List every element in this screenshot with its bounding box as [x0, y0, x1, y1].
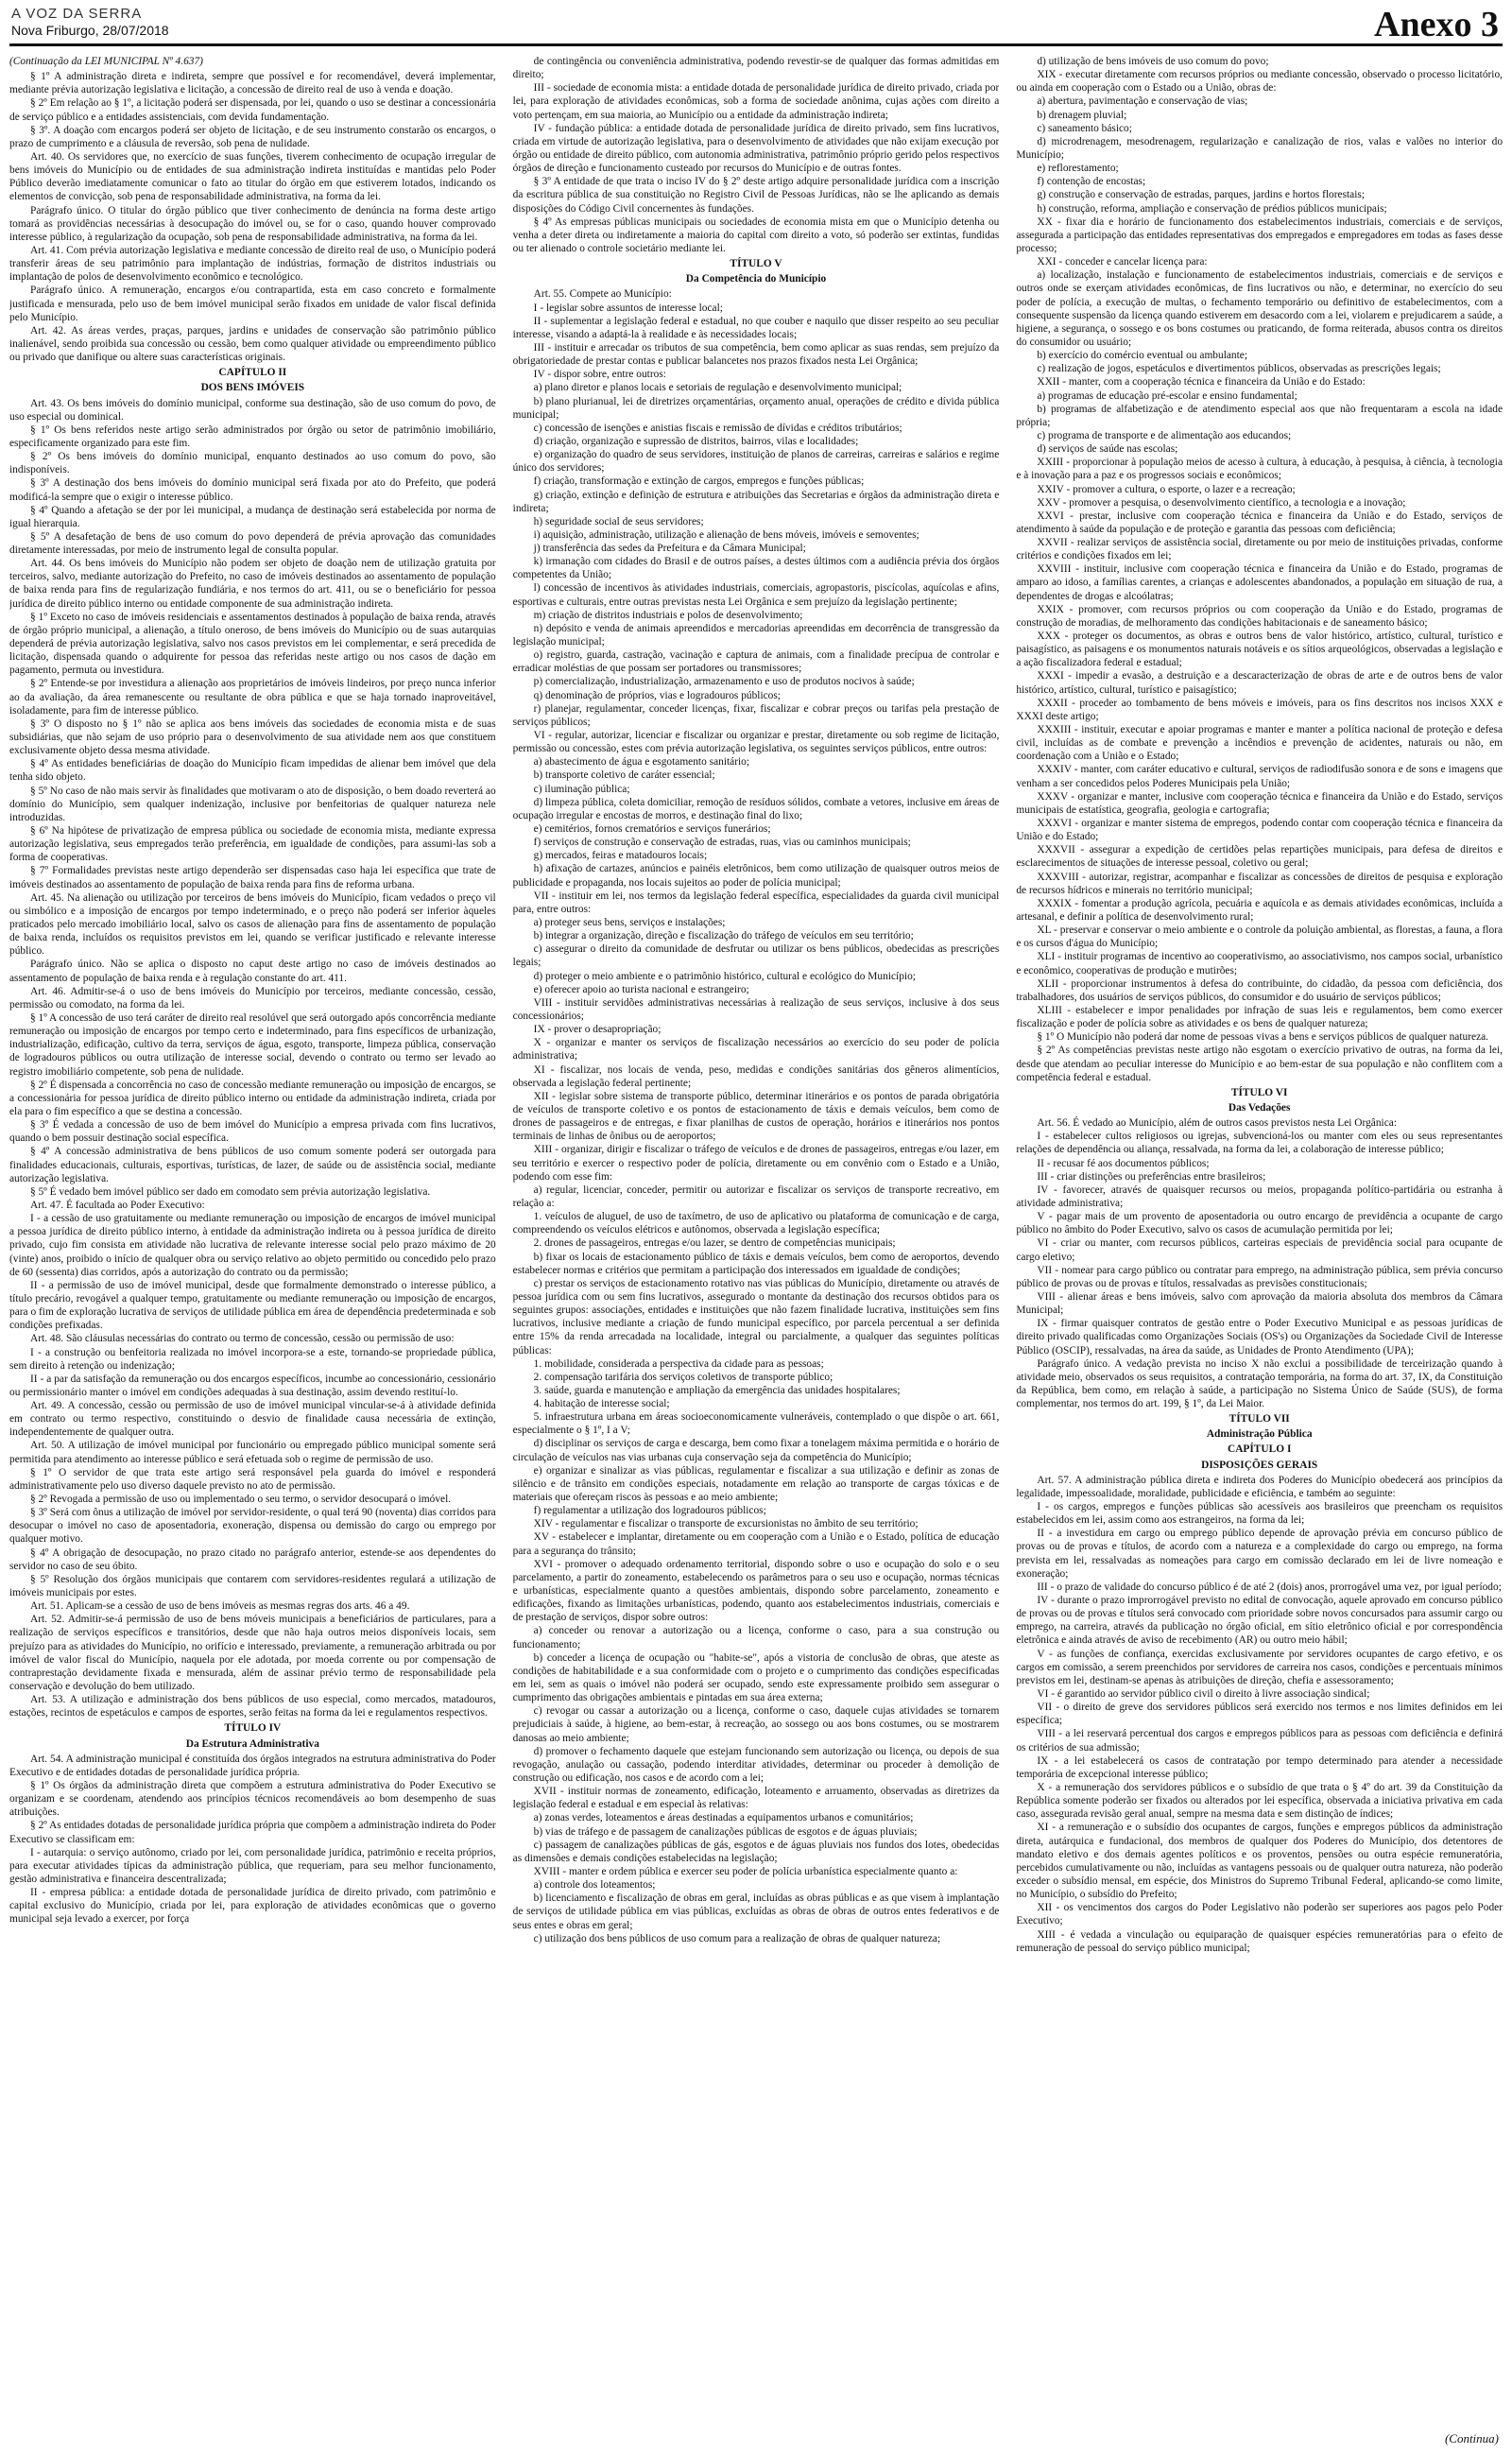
paragraph: IX - a lei estabelecerá os casos de contratação por tempo determinado para atender a necessidade temporária de excepcional interesse público;: [1016, 1754, 1503, 1780]
paragraph: h) construção, reforma, ampliação e conservação de prédios públicos municipais;: [1037, 202, 1387, 215]
paragraph: II - recusar fé aos documentos públicos;: [1037, 1157, 1210, 1169]
paragraph: X - a remuneração dos servidores públicos e o subsídio de que trata o § 4º do art. 39 da Constituição da República somente poderão ser fixados ou alterados por lei específica, observada a iniciativa privativa em cada caso, assegurada revisão geral anual, sempre na mesma data e sem distinção de índices;: [1016, 1782, 1503, 1821]
paragraph: VII - o direito de greve dos servidores públicos será exercido nos termos e nos limites definidos em lei específica;: [1016, 1702, 1503, 1727]
paragraph: d) promover o fechamento daquele que estejam funcionando sem autorização ou licença, ou depois de sua revogação, anulação ou cassação, podendo interditar atividades, determinar ou proceder à demolição de construção ou edificação, nos casos e de acordo com a lei;: [512, 1745, 1000, 1784]
paragraph: I - os cargos, empregos e funções públicas são acessíveis aos brasileiros que preencham os requisitos estabelecidos em lei, assim como aos estrangeiros, na forma da lei;: [1016, 1501, 1503, 1527]
paragraph: Art. 40. Os servidores que, no exercício de suas funções, tiverem conhecimento de ocupação irregular de bens imóveis do Município ou de entidades de sua administração indireta instituídas e mantidas pelo Poder Público deverão imediatamente comunicar o fato ao titular do órgão em que estiverem lotados, indicando os elementos de convicção, sob pena de responsabilidade administrativa, na forma da lei.: [9, 150, 496, 203]
paragraph: § 1º Os órgãos da administração direta que compõem a estrutura administrativa do Poder Executivo se organizam e se coordenam, atendendo aos princípios técnicos recomendáveis ao bom desempenho de suas atribuições.: [9, 1780, 496, 1819]
column-2: [513, 55, 1000, 2422]
paragraph: k) irmanação com cidades do Brasil e de outros países, a destes últimos com a audiência prévia dos órgãos competentes da União;: [512, 556, 1000, 581]
paragraph: b) conceder a licença de ocupação ou "habite-se", após a vistoria de conclusão de obras, que ateste as condições de habitabilidade e a sua conformidade com o projeto e o cumprimento das condições especificadas em lei, sem as quais o imóvel não poderá ser ocupado, sendo este expressamente proibido sem assegurar o cumprimento das obrigações ambientais e pintadas em sua área externa;: [512, 1651, 1000, 1704]
chapter-subtitle: DISPOSIÇÕES GERAIS: [1201, 1459, 1318, 1471]
continuation-note: (Continuação da LEI MUNICIPAL Nº 4.637): [9, 56, 203, 67]
paragraph: 2. drones de passageiros, entregas e/ou lazer, se dentro de competências municipais;: [533, 1237, 896, 1250]
paragraph: § 1º A concessão de uso terá caráter de direito real resolúvel que será outorgado após concorrência mediante remuneração ou imposição de encargos por tempo certo e indeterminado, para fins específicos de urbanização, industrialização, edificação, cultivo da terra, serviços de água, esgoto, transporte, limpeza pública, conservação de logradouros públicos ou outra utilização de interesse social, devendo o contrato ou termo ser levado ao registro imobiliário competente, sob pena de nulidade.: [9, 1011, 496, 1078]
paragraph: p) comercialização, industrialização, armazenamento e uso de produtos nocivos à saúde;: [533, 676, 915, 688]
paragraph: d) limpeza pública, coleta domiciliar, remoção de resíduos sólidos, combate a vetores, inclusive em áreas de ocupação irregular e encostas de morros, e destinação final do lixo;: [512, 796, 1000, 821]
paragraph: 3. saúde, guarda e manutenção e ampliação da emergência das unidades hospitalares;: [533, 1384, 901, 1396]
paragraph: XL - preservar e conservar o meio ambiente e o controle da poluição ambiental, as florestas, a fauna, a flora e os cursos d'água do Município;: [1016, 925, 1503, 950]
paragraph: a) conceder ou renovar a autorização ou a licença, conforme o caso, para a sua construção ou funcionamento;: [512, 1625, 1000, 1650]
paragraph: § 5º Resolução dos órgãos municipais que contarem com servidores-residentes regulará a utilização de imóveis municipais por estes.: [9, 1573, 496, 1599]
paragraph: XLII - proporcionar instrumentos à defesa do contribuinte, do cidadão, da pessoa com deficiência, dos trabalhadores, dos usuários de serviços públicos, do consumidor e do usuário de serviços públicos;: [1016, 977, 1503, 1003]
paragraph: 5. infraestrutura urbana em áreas socioeconomicamente vulneráveis, contemplado o que dispõe o art. 661, especialmente o § 1º, I a V;: [512, 1411, 1000, 1437]
paragraph: r) planejar, regulamentar, conceder licenças, fixar, fiscalizar e cobrar preços ou tarifas pela prestação de serviços públicos;: [512, 702, 1000, 728]
paragraph: § 2º Revogada a permissão de uso ou implementado o seu termo, o servidor desocupará o imóvel.: [30, 1494, 452, 1506]
paragraph: f) criação, transformação e extinção de cargos, empregos e funções públicas;: [533, 475, 865, 488]
paragraph: XVIII - manter e ordem pública e exercer seu poder de polícia urbanística especialmente quanto a:: [533, 1865, 958, 1877]
paragraph: XI - fiscalizar, nos locais de venda, peso, medidas e condições sanitárias dos gêneros alimentícios, observada a legislação federal pertinente;: [512, 1063, 1000, 1089]
paragraph: e) organização do quadro de seus servidores, instituição de planos de carreiras, carreiras e salários e regime único dos servidores;: [512, 449, 1000, 475]
paragraph: c) passagem de canalizações públicas de gás, esgotos e de águas pluviais nos fundos dos lotes, obedecidas as dimensões e demais condições estabelecidas na legislação;: [512, 1839, 1000, 1864]
paragraph: XIV - regulamentar e fiscalizar o transporte de excursionistas no âmbito de seu território;: [533, 1518, 919, 1530]
paragraph: XXV - promover a pesquisa, o desenvolvimento científico, a tecnologia e a inovação;: [1037, 496, 1406, 509]
paragraph: b) licenciamento e fiscalização de obras em geral, incluídas as obras públicas e as que visem à implantação de serviços de utilidade pública em vias públicas, excluídas as obras de obras de outros entes federativos e de seus entes e obras em geral;: [512, 1892, 1000, 1931]
paragraph: XII - os vencimentos dos cargos do Poder Legislativo não poderão ser superiores aos pagos pelo Poder Executivo;: [1016, 1902, 1503, 1927]
paragraph: a) localização, instalação e funcionamento de estabelecimentos industriais, comerciais e de serviços e outros onde se exerçam atividades econômicas, de fins lucrativos ou não, e determinar, no exercício do seu poder de polícia, a execução de multas, o fechamento temporário ou definitivo de estabelecimentos, com a consequente suspensão da licença quando estiverem em desacordo com a lei, violarem e prejudicarem a saúde, a higiene, a segurança, o sossego e os bons costumes ou praticando, de forma reiterada, abusos contra os direitos do consumidor ou usuário;: [1016, 269, 1503, 348]
paragraph: XVI - promover o adequado ordenamento territorial, dispondo sobre o uso e ocupação do solo e o seu parcelamento, a partir do zoneamento, estabelecendo os parâmetros para o seu uso e ocupação, normas técnicas e urbanísticas, especialmente quanto a questões ambientais, dispondo sobre parcelamento, zoneamento e edificações, fixando as limitações urbanísticas, podendo, quanto aos estabelecimentos industriais, comerciais e de prestação de serviços, dispor sobre outros:: [512, 1558, 1000, 1624]
paragraph: XXXIII - instituir, executar e apoiar programas e manter e manter a política nacional de proteção e defesa civil, incluídas as de combate e prevenção a incêndios e prevenção de acidentes, naturais ou não, em coordenação com a União e o Estado;: [1016, 724, 1503, 763]
title-subheading: Da Competência do Município: [685, 273, 827, 285]
paragraph: § 1º Os bens referidos neste artigo serão administrados por órgão ou setor de patrimônio imobiliário, especificamente organizado para este fim.: [9, 423, 496, 449]
paragraph: § 5º A desafetação de bens de uso comum do povo dependerá de prévia aprovação das comunidades diretamente interessadas, por meio de instrumento legal de consulta popular.: [9, 530, 496, 557]
paragraph: I - legislar sobre assuntos de interesse local;: [533, 302, 723, 314]
paragraph: b) transporte coletivo de caráter essencial;: [533, 769, 715, 782]
paragraph: XXVIII - instituir, inclusive com cooperação técnica e financeira da União e do Estado, programas de amparo ao idoso, a famílias carentes, a crianças e adolescentes abandonados, a população em situação de rua, a dependentes de drogas e alcoólatras;: [1016, 563, 1503, 602]
paragraph: I - a construção ou benfeitoria realizada no imóvel incorpora-se a este, tornando-se propriedade pública, sem direito à retenção ou indenização;: [9, 1346, 496, 1372]
paragraph: XV - estabelecer e implantar, diretamente ou em cooperação com a União e o Estado, política de educação para a segurança do trânsito;: [512, 1531, 1000, 1557]
paragraph: VI - regular, autorizar, licenciar e fiscalizar ou organizar e prestar, diretamente ou sob regime de licitação, permissão ou concessão, estes com prévia autorização legislativa, os seguintes serviços públicos, entre outros:: [512, 730, 1000, 755]
paragraph-group: [1016, 1116, 1503, 1410]
paragraph: e) organizar e sinalizar as vias públicas, regulamentar e fiscalizar a sua utilização e definir as zonas de silêncio e de trânsito em condições especiais, notadamente em relação ao transporte de cargas tóxicas e de materiais que ofereçam riscos às pessoas e ao meio ambiente;: [512, 1464, 1000, 1504]
paragraph: § 3º Será com ônus a utilização de imóvel por servidor-residente, o qual terá 90 (noventa) dias corridos para desocupar o imóvel no caso de aposentadoria, exoneração, dispensa ou demissão do cargo ou emprego por qualquer motivo.: [9, 1507, 496, 1546]
paragraph: Art. 55. Compete ao Município:: [533, 288, 672, 301]
paragraph: 1. veículos de aluguel, de uso de taxímetro, de uso de aplicativo ou plataforma de comunicação e de carga, compreendendo os veículos elétricos e autônomos, observada a legislação específica;: [512, 1211, 1000, 1236]
paragraph: IV - durante o prazo improrrogável previsto no edital de convocação, aquele aprovado em concurso público de provas ou de provas e títulos será convocado com prioridade sobre novos concursados para assumir cargo ou emprego, na carreira, através da publicação no órgão oficial, em sítio eletrônico oficial e por correspondência eletrônica e ainda através de aviso de recebimento (AR) ou outro meio hábil;: [1016, 1595, 1503, 1647]
column-3: [1016, 55, 1503, 2422]
paragraph: XIII - organizar, dirigir e fiscalizar o tráfego de veículos e de drones de passageiros, entregas e/ou lazer, em seu território e exercer o respectivo poder de polícia, diretamente ou em convênio com o Estado e a União, podendo com esse fim:: [512, 1144, 1000, 1183]
paragraph: II - a investidura em cargo ou emprego público depende de aprovação prévia em concurso público de provas ou de provas e títulos, de acordo com a natureza e a complexidade do cargo ou emprego, na forma prevista em lei, ressalvadas as nomeações para cargo em comissão declarado em lei de livre nomeação e exoneração;: [1016, 1528, 1503, 1580]
paragraph: e) oferecer apoio ao turista nacional e estrangeiro;: [533, 983, 749, 995]
masthead: [9, 0, 1503, 46]
paragraph: IX - firmar quaisquer contratos de gestão entre o Poder Executivo Municipal e as pessoas jurídicas de direito privado qualificadas como Organizações Sociais (OS's) ou Organizações da Sociedade Civil de Interesse Público (OSCIP), ressalvadas, na área da saúde, as Unidades de Pronto Atendimento (UPA);: [1016, 1318, 1503, 1357]
chapter-title: CAPÍTULO II: [218, 367, 287, 379]
paragraph: Art. 47. É facultada ao Poder Executivo:: [30, 1199, 205, 1211]
continues-note: (Continua): [1444, 2431, 1499, 2445]
newspaper-brand: A VOZ DA SERRA: [11, 6, 143, 22]
paragraph: f) regulamentar a utilização dos logradouros públicos;: [533, 1505, 766, 1517]
paragraph: XXIX - promover, com recursos próprios ou com cooperação da União e do Estado, programas de construção de moradias, de melhoramento das condições habitacionais e de saneamento básico;: [1016, 603, 1503, 629]
paragraph: § 1º Exceto no caso de imóveis residenciais e assentamentos destinados à população de baixa renda, através de órgão próprio municipal, a alienação, a título oneroso, de bens imóveis do Município ou de suas autarquias dependerá de prévia autorização legislativa, salvo nos casos previstos em lei complementar, e será precedida de licitação, dispensada quando o adquirente for pessoa das referidas neste artigo ou nos casos de dação em pagamento, permuta ou investidura.: [9, 611, 496, 677]
paragraph: 1. mobilidade, considerada a perspectiva da cidade para as pessoas;: [533, 1357, 824, 1370]
title-subheading: Da Estrutura Administrativa: [185, 1737, 319, 1750]
paragraph: § 3º A destinação dos bens imóveis do domínio municipal será fixada por ato do Prefeito, que poderá modificá-la sempre que o exigir o interesse público.: [9, 477, 496, 503]
paragraph: X - organizar e manter os serviços de fiscalização necessários ao exercício do seu poder de polícia administrativa;: [512, 1037, 1000, 1063]
paragraph: II - a par da satisfação da remuneração ou dos encargos específicos, incumbe ao concessionário, cessionário ou permissionário manter o imóvel em condições adequadas à sua destinação, assim devendo restituí-lo.: [9, 1373, 496, 1398]
paragraph: Art. 48. São cláusulas necessárias do contrato ou termo de concessão, cessão ou permissão de uso:: [30, 1333, 455, 1345]
paragraph: I - autarquia: o serviço autônomo, criado por lei, com personalidade jurídica, patrimônio e receita próprios, para executar atividades típicas da administração pública, que requeriam, para seu melhor funcionamento, gestão administrativa e financeira descentralizada;: [9, 1846, 496, 1885]
paragraph: a) regular, licenciar, conceder, permitir ou autorizar e fiscalizar os serviços de transporte recreativo, em relação a:: [512, 1184, 1000, 1209]
paragraph: e) reflorestamento;: [1037, 163, 1119, 175]
paragraph: a) zonas verdes, loteamentos e áreas destinadas a equipamentos urbanos e comunitários;: [533, 1812, 914, 1824]
paragraph: VI - criar ou manter, com recursos públicos, carteiras especiais de previdência social para ocupante de cargo eletivo;: [1016, 1237, 1503, 1263]
paragraph: c) prestar os serviços de estacionamento rotativo nas vias públicas do Município, diretamente ou através de pessoa jurídica com ou sem fins lucrativos, assegurado o montante da destinação dos recursos obtidos para os seguintes grupos: associações, entidades e instituições que não fazem finalidade lucrativa, instituições sem fins lucrativos, inclusive mediante a criação de fundo municipal específico, por parcela percentual a ser definida entre 15% da renda arrecadada na localidade, integral ou parcialmente, a qualquer das seguintes políticas públicas:: [512, 1277, 1000, 1357]
paragraph: XX - fixar dia e horário de funcionamento dos estabelecimentos industriais, comerciais e de serviços, assegurada a participação das entidades representativas dos empregados e empregadores em todas as fases desse processo;: [1016, 216, 1503, 254]
paragraph: b) integrar a organização, direção e fiscalização do tráfego de veículos em seu território;: [533, 930, 914, 942]
paragraph: q) denominação de próprios, vias e logradouros públicos;: [533, 689, 781, 701]
paragraph: Art. 52. Admitir-se-á permissão de uso de bens móveis municipais a beneficiários de particulares, para a realização de serviços específicos e transitórios, desde que não haja outros meios disponíveis locais, sem prejuízo para as atividades do Município, no orifício e interessado, previamente, a remuneração arbitrada ou por imóvel de valor fiscal do Município, naquela por ele adotada, por moeda corrente ou por compensação de contraprestação devidamente fixada e mensurada, além de assinar prévio termo de responsabilidade pela conservação e devolução do bem utilizado.: [9, 1614, 496, 1693]
paragraph-group: [513, 287, 1000, 1944]
paragraph: § 2º Os bens imóveis do domínio municipal, enquanto destinados ao uso comum do povo, são indisponíveis.: [9, 451, 496, 476]
paragraph: VII - instituir em lei, nos termos da legislação federal específica, especialidades da guarda civil municipal para, entre outros:: [512, 890, 1000, 915]
paragraph: XXXII - proceder ao tombamento de bens móveis e imóveis, para os fins descritos nos incisos XXX e XXXI deste artigo;: [1016, 697, 1503, 722]
title-subheading: Das Vedações: [1228, 1101, 1291, 1114]
paragraph: a) proteger seus bens, serviços e instalações;: [533, 917, 726, 928]
paragraph: Art. 44. Os bens imóveis do Município não podem ser objeto de doação nem de utilização gratuita por terceiros, salvo, mediante autorização do Prefeito, no caso de imóveis destinados ao assentamento de população de baixa renda para fins de regularização fundiária, e nos termos do art. 411, ou se o beneficiário for pessoa jurídica de direito público interno ou entidade componente de sua administração indireta.: [9, 558, 496, 610]
paragraph: Parágrafo único. A vedação prevista no inciso X não exclui a possibilidade de terceirização quando à atividade meio, observados os seus requisitos, a contratação temporária, na forma do art. 37, IX, da Constituição da República, bem como, em relação à saúde, a participação no Sistema Único de Saúde (SUS), de forma complementar, nos termos do art. 199, § 1º, da Lei Maior.: [1016, 1357, 1503, 1410]
paragraph: d) microdrenagem, mesodrenagem, regularização e canalização de rios, valas e valões no interior do Município;: [1016, 135, 1503, 161]
paragraph: c) assegurar o direito da comunidade de desfrutar ou utilizar os bens públicos, obedecidas as prescrições legais;: [512, 943, 1000, 969]
paragraph: § 1º O Município não poderá dar nome de pessoas vivas a bens e serviços públicos de qualquer natureza.: [1037, 1031, 1489, 1044]
paragraph: e) cemitérios, fornos crematórios e serviços funerários;: [533, 823, 771, 836]
paragraph: VII - nomear para cargo público ou contratar para emprego, na administração pública, sem prévia concurso público de provas ou de provas e títulos, ressalvadas as previsões constitucionais;: [1016, 1264, 1503, 1289]
paragraph: b) programas de alfabetização e de atendimento especial aos que não frequentaram a escola na idade própria;: [1016, 403, 1503, 428]
paragraph: § 1º O servidor de que trata este artigo será responsável pela guarda do imóvel e responderá administrativamente pelo uso diverso daquele previsto no ato de permissão.: [9, 1466, 496, 1492]
paragraph: Art. 53. A utilização e administração dos bens públicos de uso especial, como mercados, matadouros, estações, recintos de espetáculos e campos de esportes, serão feitas na forma da lei e regulamentos respectivos.: [9, 1694, 496, 1720]
paragraph: d) utilização de bens imóveis de uso comum do povo;: [1037, 56, 1269, 67]
paragraph: XXXIX - fomentar a produção agrícola, pecuária e aquícola e as demais atividades econômicas, incluída a artesanal, e definir a política de desenvolvimento rural;: [1016, 897, 1503, 923]
paragraph: § 2º As entidades dotadas de personalidade jurídica própria que compõem a administração indireta do Poder Executivo se classificam em:: [9, 1820, 496, 1845]
paragraph: a) abertura, pavimentação e conservação de vias;: [1037, 95, 1248, 108]
paragraph: XXX - proteger os documentos, as obras e outros bens de valor histórico, artístico, cultural, turístico e paisagístico, as paisagens e os monumentos naturais notáveis e os sítios arqueológicos, observadas a legislação e a ação fiscalizadora federal e estadual;: [1016, 631, 1503, 669]
paragraph: f) serviços de construção e conservação de estradas, ruas, vias ou caminhos municipais;: [533, 837, 911, 849]
paragraph: h) seguridade social de seus servidores;: [533, 515, 704, 527]
paragraph: VIII - instituir servidões administrativas necessárias à realização de seus serviços, inclusive à dos seus concessionários;: [512, 996, 1000, 1022]
paragraph: c) utilização dos bens públicos de uso comum para a realização de obras de qualquer natureza;: [533, 1932, 941, 1944]
paragraph: § 2º As competências previstas neste artigo não esgotam o exercício privativo de outras, na forma da lei, desde que atendam ao peculiar interesse do Município e ao bem-estar de sua população e não conflitem com a competência federal e estadual.: [1016, 1045, 1503, 1083]
paragraph-group: [1016, 55, 1503, 1084]
paragraph: b) fixar os locais de estacionamento público de táxis e demais veículos, bem como de aeroportos, devendo estabelecer normas e critérios que permitam a participação dos interessados em igualdade de condições;: [512, 1251, 1000, 1276]
title-heading: TÍTULO VII: [1228, 1413, 1290, 1426]
paragraph-group: [1016, 1474, 1503, 1955]
paragraph: IV - dispor sobre, entre outros:: [533, 369, 666, 381]
paragraph: Art. 49. A concessão, cessão ou permissão de uso de imóvel municipal vincular-se-á à atividade definida em contrato ou termo respectivo, constituindo o desvio de finalidade causa necessária de extinção, independentemente de qualquer outra.: [9, 1400, 496, 1439]
paragraph: c) programa de transporte e de alimentação aos educandos;: [1037, 429, 1292, 441]
paragraph: XII - legislar sobre sistema de transporte público, determinar itinerários e os pontos de parada obrigatória de veículos de transporte coletivo e os pontos de estacionamento de táxis e demais veículos, bem como de drones de passageiros e de entregas, e fixar planilhas de custos de operação, horários e itinerários nos pontos terminais de linhas de ônibus ou de aeroportos;: [512, 1090, 1000, 1143]
paragraph: n) depósito e venda de animais apreendidos e mercadorias apreendidas em decorrência de transgressão da legislação municipal;: [512, 622, 1000, 648]
text-columns: [9, 55, 1503, 2422]
paragraph: b) exercício do comércio eventual ou ambulante;: [1037, 350, 1248, 362]
paragraph: Parágrafo único. Não se aplica o disposto no caput deste artigo no caso de imóveis destinados ao assentamento de população de baixa renda e à regulação constante do art. 411.: [9, 959, 496, 984]
paragraph: Art. 54. A administração municipal é constituída dos órgãos integrados na estrutura administrativa do Poder Executivo e de entidades dotadas de personalidade jurídica própria.: [9, 1753, 496, 1778]
paragraph: § 4º A obrigação de desocupação, no prazo citado no parágrafo anterior, estende-se aos dependentes do servidor no caso de seu óbito.: [9, 1547, 496, 1572]
paragraph: Art. 42. As áreas verdes, praças, parques, jardins e unidades de conservação são patrimônio público inalienável, sendo proibida sua concessão ou cessão, bem como qualquer atividade ou empreendimento público ou privado que danifique ou altere suas características originais.: [9, 324, 496, 364]
paragraph: Art. 41. Com prévia autorização legislativa e mediante concessão de direito real de uso, o Município poderá transferir áreas de seu patrimônio para implantação de indústrias, formação de distritos industriais ou implantação de polos de desenvolvimento econômico e tecnológico.: [9, 244, 496, 284]
chapter-title: CAPÍTULO I: [1227, 1443, 1292, 1456]
paragraph: § 6º Na hipótese de privatização de empresa pública ou sociedade de economia mista, mediante expressa autorização legislativa, seus empregados terão preferência, em igualdade de condições, para assumi-las sob a forma de cooperativas.: [9, 825, 496, 864]
paragraph: § 3º É vedada a concessão de uso de bem imóvel do Município a empresa privada com fins lucrativos, quando o bem possuir destinação social específica.: [9, 1119, 496, 1145]
paragraph: f) contenção de encostas;: [1037, 176, 1146, 188]
title-heading: TÍTULO VI: [1230, 1086, 1288, 1098]
title-heading: TÍTULO V: [730, 258, 782, 270]
paragraph-group: [513, 55, 1000, 255]
title-heading: TÍTULO IV: [224, 1722, 282, 1735]
edition-date: Nova Friburgo, 28/07/2018: [11, 23, 169, 38]
paragraph: § 3º. A doação com encargos poderá ser objeto de licitação, e de seu instrumento constarão os encargos, o prazo de cumprimento e a cláusula de reversão, sob pena de nulidade.: [9, 124, 496, 149]
paragraph: § 2º É dispensada a concorrência no caso de concessão mediante remuneração ou imposição de encargos, se a concessionária for pessoa jurídica de direito público interno ou entidade da administração indireta, criada por ela para o fim específico a que se destina a concessão.: [9, 1079, 496, 1117]
title-subheading: Administração Pública: [1206, 1428, 1313, 1441]
paragraph: XXII - manter, com a cooperação técnica e financeira da União e do Estado:: [1037, 376, 1366, 389]
paragraph-group: [9, 1753, 496, 1927]
paragraph: d) disciplinar os serviços de carga e descarga, bem como fixar a tonelagem máxima permitida e o horário de circulação de veículos nas vias urbanas cuja conservação seja da competência do Município;: [512, 1438, 1000, 1463]
paragraph: Art. 56. É vedado ao Município, além de outros casos previstos nesta Lei Orgânica:: [1037, 1117, 1397, 1130]
paragraph: de contingência ou conveniência administrativa, podendo revestir-se de qualquer das formas admitidas em direito;: [512, 56, 1000, 81]
paragraph: § 4º As entidades beneficiárias de doação do Município ficam impedidas de alienar bem imóvel que dela tenha sido objeto.: [9, 758, 496, 784]
paragraph: II - empresa pública: a entidade dotada de personalidade jurídica de direito privado, com patrimônio e capital exclusivo do Município, criada por lei, para exploração de atividades econômicas que o governo municipal seja levado a exercer, por força: [9, 1887, 496, 1926]
paragraph: I - a cessão de uso gratuitamente ou mediante remuneração ou imposição de encargos de imóvel municipal a pessoa jurídica de direito público interno, à entidade da administração indireta ou à pessoa jurídica de direito privado, cujo fim consista em atividade não lucrativa de relevante interesse social pelo prazo máximo de 20 (vinte) anos, proibido o início de qualquer obra ou serviço relativo ao objeto permitido ou concedido pelo prazo de 60 (sessenta) dias corridos, após a autorização do contrato ou da permissão;: [9, 1213, 496, 1278]
paragraph: V - pagar mais de um provento de aposentadoria ou outro encargo de previdência a ocupante de cargo público no âmbito do Poder Executivo, salvo os casos de acumulação permitida por lei;: [1016, 1211, 1503, 1236]
paragraph: XVII - instituir normas de zoneamento, edificação, loteamento e arruamento, observadas as diretrizes da legislação federal e estadual e em especial às relativas:: [512, 1786, 1000, 1811]
paragraph: § 2º Entende-se por investidura a alienação aos proprietários de imóveis lindeiros, por preço nunca inferior ao da avaliação, da área remanescente ou resultante de obra pública e que se haja tornado inaproveitável, isoladamente, para fim de interesse público.: [9, 678, 496, 717]
paragraph: XXIII - proporcionar à população meios de acesso à cultura, à educação, à pesquisa, à ciência, à tecnologia e à inovação para a paz e os progressos sociais e econômicos;: [1016, 457, 1503, 482]
paragraph: VIII - a lei reservará percentual dos cargos e empregos públicos para as pessoas com deficiência e definirá os critérios de sua admissão;: [1016, 1728, 1503, 1754]
paragraph: c) realização de jogos, espetáculos e divertimentos públicos, observadas as prescrições legais;: [1037, 363, 1441, 375]
paragraph: XXVI - prestar, inclusive com cooperação técnica e financeira da União e do Estado, serviços de atendimento à saúde da população e de proteção e garantia das pessoas com deficiência;: [1016, 510, 1503, 535]
paragraph: i) aquisição, administração, utilização e alienação de bens móveis, imóveis e semoventes;: [533, 528, 919, 541]
paragraph: III - sociedade de economia mista: a entidade dotada de personalidade jurídica de direito privado, criada por lei, para exploração de atividades econômicas, sob a forma de sociedade anônima, cujas ações com direito a voto pertençam, em sua maioria, ao Município ou a entidade da administração indireta;: [512, 82, 1000, 121]
paragraph: IV - fundação pública: a entidade dotada de personalidade jurídica de direito privado, sem fins lucrativos, criada em virtude de autorização legislativa, para o desenvolvimento de atividades que não exijam execução por órgão ou entidade de direito público, com autonomia administrativa, patrimônio próprio gerido pelos respectivos órgãos de direção e funcionamento custeado por recursos do Município e de outras fontes.: [512, 122, 1000, 175]
paragraph: XXVII - realizar serviços de assistência social, diretamente ou por meio de instituições privadas, conforme critérios e condições fixados em lei;: [1016, 537, 1503, 562]
paragraph-group: [9, 70, 496, 364]
paragraph: o) registro, guarda, castração, vacinação e captura de animais, com a finalidade precípua de controlar e erradicar moléstias de que possam ser portadores ou transmissores;: [512, 649, 1000, 675]
paragraph: XXXVIII - autorizar, registrar, acompanhar e fiscalizar as concessões de direitos de pesquisa e exploração de recursos hídricos e minerais no território municipal;: [1016, 871, 1503, 896]
paragraph: l) concessão de incentivos às atividades industriais, comerciais, agropastoris, piscícolas, aquícolas e afins, esportivas e culturais, entre outras previstas nesta Lei Orgânica e sem prejuízo da legislação pertinente;: [512, 582, 1000, 608]
paragraph: c) concessão de isenções e anistias fiscais e remissão de dívidas e créditos tributários;: [533, 422, 902, 434]
paragraph-group: [9, 397, 496, 1720]
paragraph: XXXVII - assegurar a expedição de certidões pelas repartições municipais, para defesa de direitos e esclarecimentos de situações de interesse pessoal, coletivo ou geral;: [1016, 844, 1503, 870]
paragraph: Art. 43. Os bens imóveis do domínio municipal, conforme sua destinação, são de uso comum do povo, de uso especial ou dominical.: [9, 397, 496, 423]
paragraph: IX - prover o desapropriação;: [533, 1024, 662, 1036]
paragraph: XXXIV - manter, com caráter educativo e cultural, serviços de radiodifusão sonora e de sons e imagens que venham a ser concedidos pelos Poderes Municipais pela União;: [1016, 764, 1503, 789]
paragraph: a) plano diretor e planos locais e setoriais de regulação e desenvolvimento municipal;: [533, 382, 902, 394]
paragraph: b) drenagem pluvial;: [1037, 109, 1127, 121]
paragraph: § 3º A entidade de que trata o inciso IV do § 2º deste artigo adquire personalidade jurídica com a inscrição da escritura pública de sua constituição no Registro Civil de Pessoas Jurídicas, não se lhe aplicando as demais disposições do Código Civil concernentes às fundações.: [512, 176, 1000, 215]
paragraph: XXI - conceder e cancelar licença para:: [1037, 256, 1208, 268]
paragraph: VI - é garantido ao servidor público civil o direito à livre associação sindical;: [1037, 1688, 1370, 1701]
paragraph: g) mercados, feiras e matadouros locais;: [533, 850, 708, 862]
paragraph: III - criar distinções ou preferências entre brasileiros;: [1037, 1170, 1266, 1183]
paragraph: § 2º Em relação ao § 1º, a licitação poderá ser dispensada, por lei, quando o uso se destinar a concessionária de serviço público e a entidades assistenciais, com devida fundamentação.: [9, 97, 496, 123]
paragraph: I - estabelecer cultos religiosos ou igrejas, subvencioná-los ou manter com eles ou seus representantes relações de dependência ou aliança, ressalvada, na forma da lei, a colaboração de interesse público;: [1016, 1131, 1503, 1156]
paragraph: § 5º No caso de não mais servir às finalidades que motivaram o ato de disposição, o bem doado reverterá ao domínio do Município, sem qualquer indenização, inclusive por benfeitorias de qualquer natureza nele introduzidas.: [9, 785, 496, 823]
paragraph: § 7º Formalidades previstas neste artigo dependerão ser dispensadas caso haja lei específica que trate de imóveis destinados ao assentamento de população de baixa renda para fins de reforma urbana.: [9, 865, 496, 890]
paragraph: Art. 57. A administração pública direta e indireta dos Poderes do Município obedecerá aos princípios da legalidade, impessoalidade, moralidade, publicidade e eficiência, e também ao seguinte:: [1016, 1474, 1503, 1499]
paragraph: Art. 50. A utilização de imóvel municipal por funcionário ou empregado público municipal somente será permitida para atendimento ao interesse público e será efetuada sob o regime de permissão de uso.: [9, 1440, 496, 1465]
paragraph: XLI - instituir programas de incentivo ao cooperativismo, ao associativismo, nos campos social, urbanístico e econômico, cooperativas de produção e mutirões;: [1016, 951, 1503, 976]
chapter-subtitle: DOS BENS IMÓVEIS: [200, 382, 305, 394]
paragraph: § 4º Quando a afetação se der por lei municipal, a mudança de destinação será estabelecida por norma de igual hierarquia.: [9, 504, 496, 529]
paragraph: § 4º As empresas públicas municipais ou sociedades de economia mista em que o Município detenha ou venha a deter direta ou indiretamente a maioria do capital com direito a voto, só poderão ser extintas, fundidas ou ter alienado o controle societário mediante lei.: [512, 216, 1000, 254]
paragraph: XXXV - organizar e manter, inclusive com cooperação técnica e financeira da União e do Estado, serviços municipais de estatística, geografia, geologia e cartografia;: [1016, 790, 1503, 816]
paragraph: a) abastecimento de água e esgotamento sanitário;: [533, 756, 750, 769]
paragraph: j) transferência das sedes da Prefeitura e da Câmara Municipal;: [533, 543, 806, 555]
paragraph: XXXI - impedir a evasão, a destruição e a descaracterização de obras de arte e de outros bens de valor histórico, artístico, cultural, turístico e paisagístico;: [1016, 670, 1503, 696]
paragraph: VIII - alienar áreas e bens imóveis, salvo com aprovação da maioria absoluta dos membros da Câmara Municipal;: [1016, 1290, 1503, 1317]
paragraph: Art. 46. Admitir-se-á o uso de bens imóveis do Município por terceiros, mediante concessão, cessão, permissão ou comodato, na forma da lei.: [9, 985, 496, 1011]
paragraph: III - o prazo de validade do concurso público é de até 2 (dois) anos, prorrogável uma vez, por igual período;: [1037, 1581, 1502, 1593]
paragraph: m) criação de distritos industriais e polos de desenvolvimento;: [533, 609, 803, 621]
paragraph: Art. 51. Aplicam-se a cessão de uso de bens imóveis as mesmas regras dos arts. 46 a 49.: [30, 1600, 410, 1613]
paragraph: II - a permissão de uso de imóvel municipal, desde que formalmente demonstrado o interesse público, a título precário, revogável a qualquer tempo, gratuitamente ou mediante remuneração ou imposição de encargos, para o fim de exploração lucrativa de serviços de utilidade pública em área de dependência predeterminada e sob condições prefixadas.: [9, 1279, 496, 1332]
paragraph: § 3º O disposto no § 1º não se aplica aos bens imóveis das sociedades de economia mista e de suas subsidiárias, que não sejam de uso próprio para o desenvolvimento de sua atividade nem aos que constituem exclusivamente objeto dessa mesma atividade.: [9, 717, 496, 757]
paragraph: h) afixação de cartazes, anúncios e painéis eletrônicos, bem como utilização de quaisquer outros meios de publicidade e propaganda, nos locais sujeitos ao poder de polícia municipal;: [512, 863, 1000, 889]
paragraph: XXXVI - organizar e manter sistema de empregos, podendo contar com cooperação técnica e financeira da União e do Estado;: [1016, 818, 1503, 843]
paragraph: b) plano plurianual, lei de diretrizes orçamentárias, orçamento anual, operações de crédito e dívida pública municipal;: [512, 395, 1000, 421]
paragraph: c) iluminação pública;: [533, 783, 630, 795]
annex-title: Anexo 3: [1374, 5, 1499, 44]
paragraph: V - as funções de confiança, exercidas exclusivamente por servidores ocupantes de cargo efetivo, e os cargos em comissão, a serem preenchidos por servidores de carreira nos casos, condições e percentuais mínimos previstos em lei, destinam-se apenas às atribuições de direção, chefia e assessoramento;: [1016, 1648, 1503, 1686]
paragraph: XXIV - promover a cultura, o esporte, o lazer e a recreação;: [1037, 483, 1296, 495]
paragraph: d) criação, organização e supressão de distritos, bairros, vilas e localidades;: [533, 435, 859, 447]
paragraph: 4. habitação de interesse social;: [533, 1398, 670, 1410]
paragraph: Parágrafo único. A remuneração, encargos e/ou contrapartida, esta em caso concreto e formalmente justificada e mensurada, pelo uso de bem imóvel municipal serão fixados em unidade de valor fiscal definida pelo Município.: [9, 285, 496, 323]
paragraph: § 1º A administração direta e indireta, sempre que possível e for recomendável, deverá implementar, mediante prévia autorização legislativa e licitação, a concessão de direito real de uso à venda e doação.: [9, 71, 496, 96]
paragraph: g) criação, extinção e definição de estrutura e atribuições das Secretarias e órgãos da administração direta e indireta;: [512, 489, 1000, 514]
paragraph: XI - a remuneração e o subsídio dos ocupantes de cargos, funções e empregos públicos da administração direta, autárquica e fundacional, dos membros de qualquer dos Poderes do Município, dos detentores de mandato eletivo e dos demais agentes políticos e os proventos, pensões ou outra espécie remuneratória, percebidos cumulativamente ou não, incluídas as vantagens pessoais ou de qualquer outra natureza, não poderão exceder o subsídio mensal, em espécie, dos Ministros do Supremo Tribunal Federal, aplicando-se como limite, no Município, o subsídio do Prefeito;: [1016, 1822, 1503, 1901]
paragraph: d) serviços de saúde nas escolas;: [1037, 443, 1178, 456]
paragraph: XIX - executar diretamente com recursos próprios ou mediante concessão, observado o processo licitatório, ou ainda em cooperação com o Estado ou a União, obras de:: [1016, 69, 1503, 95]
column-1: [9, 55, 496, 2422]
paragraph: 2. compensação tarifária dos serviços coletivos de transporte público;: [533, 1371, 833, 1383]
paragraph: III - instituir e arrecadar os tributos de sua competência, bem como aplicar as suas rendas, sem prejuízo da obrigatoriedade de prestar contas e publicar balancetes nos prazos fixados nesta Lei Orgânica;: [512, 341, 1000, 368]
paragraph: Parágrafo único. O titular do órgão público que tiver conhecimento de denúncia na forma deste artigo tomará as providências necessárias à desocupação do imóvel ou, se for o caso, quando houver comprovado interesse público, à regularização da ocupação, sob pena de responsabilidade administrativa, na forma da lei.: [9, 204, 496, 243]
paragraph: XIII - é vedada a vinculação ou equiparação de quaisquer espécies remuneratórias para o efeito de remuneração de pessoal do serviço público municipal;: [1016, 1928, 1503, 1954]
paragraph: c) revogar ou cassar a autorização ou a licença, conforme o caso, daquele cujas atividades se tornarem prejudiciais à saúde, à higiene, ao bem-estar, à recreação, ao sossego ou aos bons costumes, ou se mostrarem danosas ao meio ambiente;: [512, 1705, 1000, 1744]
paragraph: b) vias de tráfego e de passagem de canalizações públicas de esgotos e de águas pluviais;: [533, 1825, 918, 1838]
paragraph: c) saneamento básico;: [1037, 122, 1132, 134]
paragraph: II - suplementar a legislação federal e estadual, no que couber e naquilo que disser respeito ao seu peculiar interesse, visando a adaptá-la à realidade e às necessidades locais;: [512, 315, 1000, 340]
paragraph: g) construção e conservação de estradas, parques, jardins e hortos florestais;: [1037, 189, 1365, 201]
paragraph: Art. 45. Na alienação ou utilização por terceiros de bens imóveis do Município, ficam vedados o preço vil ou simbólico e a imposição de encargos por tempo indeterminado, e o preço não poderá ser inferior àqueles praticados pelo mercado imobiliário local, salvo os casos de alienação para fins de assentamento de população de baixa renda, incluídos os requisitos previstos em lei, quando se verificar justificado e relevante interesse público.: [9, 891, 496, 958]
paragraph: § 4º A concessão administrativa de bens públicos de uso comum somente poderá ser outorgada para finalidades educacionais, culturais, esportivas, turísticas, de lazer, de saúde ou de assistência social, mediante autorização legislativa.: [9, 1146, 496, 1184]
paragraph: d) proteger o meio ambiente e o patrimônio histórico, cultural e ecológico do Município;: [533, 970, 916, 982]
paragraph: a) programas de educação pré-escolar e ensino fundamental;: [1037, 389, 1297, 402]
paragraph: IV - favorecer, através de quaisquer recursos ou meios, propaganda político-partidária ou estranha à atividade administrativa;: [1016, 1184, 1503, 1209]
paragraph: XLIII - estabelecer e impor penalidades por infração de suas leis e regulamentos, bem como exercer fiscalização e poder de polícia sobre as atividades e os bens de qualquer natureza;: [1016, 1004, 1503, 1030]
paragraph: § 5º É vedado bem imóvel público ser dado em comodato sem prévia autorização legislativa.: [30, 1185, 431, 1198]
paragraph: a) controle dos loteamentos;: [533, 1879, 656, 1892]
